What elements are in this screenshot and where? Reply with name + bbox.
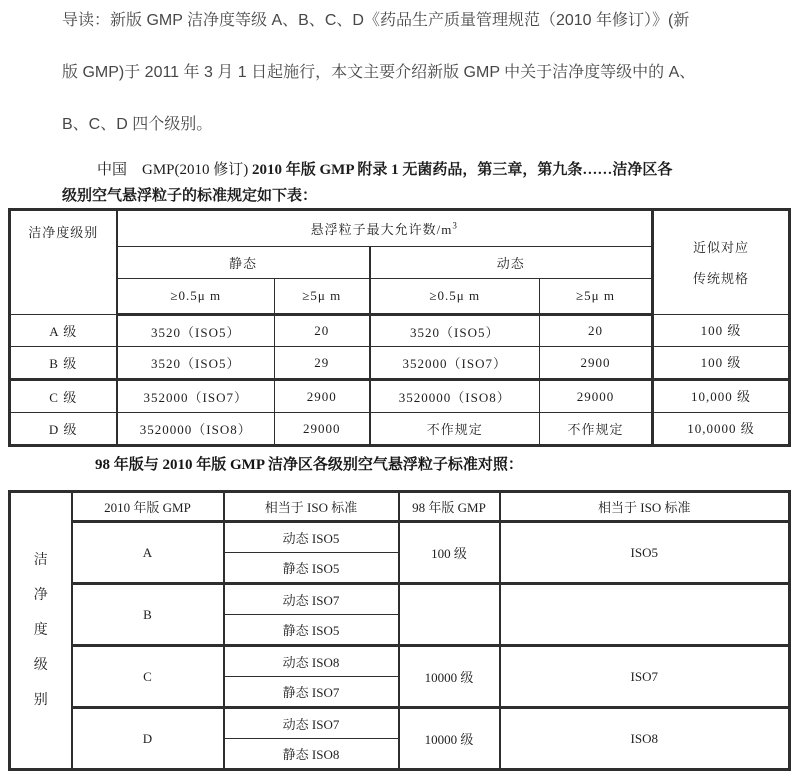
header-grade-col: 洁净度级别: [10, 210, 117, 315]
intro-paragraph: [62, 10, 695, 166]
header-iso-equiv-1: 相当于 ISO 标准: [224, 492, 399, 522]
table-cell: 29: [275, 347, 370, 380]
table-row-d: [10, 413, 790, 446]
header-2010-gmp: 2010 年版 GMP: [72, 492, 224, 522]
header-98-gmp: 98 年版 GMP: [399, 492, 500, 522]
header-static: 静态: [117, 247, 370, 279]
table-cell: 3520（ISO5）: [370, 315, 540, 347]
header-dynamic: 动态: [370, 247, 653, 279]
grade-label: D 级: [10, 413, 117, 446]
grade-label: A: [72, 522, 224, 584]
table-cell: 静态 ISO5: [224, 553, 399, 584]
gmp-comparison-table: [8, 490, 791, 771]
grade-label: C: [72, 646, 224, 708]
table-cell: [500, 584, 790, 646]
header-traditional-line1: 近似对应: [693, 239, 750, 255]
table-cell: 动态 ISO5: [224, 522, 399, 553]
table-cell: ISO8: [500, 708, 790, 770]
table-cell: 29000: [275, 413, 370, 446]
table-cell: 静态 ISO7: [224, 677, 399, 708]
header-particles: [117, 210, 653, 247]
table-row-b-dynamic: [10, 584, 790, 615]
table-row-a: [10, 315, 790, 347]
table-row-d-dynamic: [10, 708, 790, 739]
table-cell: 不作规定: [370, 413, 540, 446]
table-cell: 3520000（ISO8）: [370, 380, 540, 413]
header-traditional: [653, 210, 790, 315]
table-row-b: [10, 347, 790, 380]
table-cell: 10,0000 级: [653, 413, 790, 446]
table-cell: ISO5: [500, 522, 790, 584]
header-size-5-dynamic: ≥5μ m: [540, 279, 653, 315]
side-label-cell: [10, 492, 72, 770]
particle-standards-table: [8, 208, 791, 447]
grade-label: A 级: [10, 315, 117, 347]
citation-line-2: 级别空气悬浮粒子的标准规定如下表：: [62, 188, 318, 204]
grade-label: C 级: [10, 380, 117, 413]
citation-line-1: [62, 157, 672, 183]
intro-line: B、C、D 四个级别。: [62, 116, 213, 133]
table-cell: [399, 584, 500, 646]
citation-prefix: 中国 GMP(2010 修订): [97, 162, 253, 178]
table-cell: 动态 ISO7: [224, 708, 399, 739]
table-cell: ISO7: [500, 646, 790, 708]
grade-label: B: [72, 584, 224, 646]
table-cell: 352000（ISO7）: [370, 347, 540, 380]
table-cell: 2900: [540, 347, 653, 380]
intro-line: 导读：新版 GMP 洁净度等级 A、B、C、D《药品生产质量管理规范（2010 年修订）》(新: [62, 12, 690, 29]
table-cell: 10,000 级: [653, 380, 790, 413]
header-particles-sup: 3: [452, 220, 458, 231]
table-cell: 100 级: [399, 522, 500, 584]
table-cell: 3520000（ISO8）: [117, 413, 275, 446]
table-cell: 20: [275, 315, 370, 347]
intro-line: 版 GMP)于 2011 年 3 月 1 日起施行，本文主要介绍新版 GMP 中关于洁净度等级中的 A、: [62, 64, 696, 81]
header-size-05-dynamic: ≥0.5μ m: [370, 279, 540, 315]
header-iso-equiv-2: 相当于 ISO 标准: [500, 492, 790, 522]
header-traditional-line2: 传统规格: [693, 270, 750, 286]
table-cell: 不作规定: [540, 413, 653, 446]
grade-label: B 级: [10, 347, 117, 380]
header-particles-text: 悬浮粒子最大允许数/m: [310, 222, 453, 237]
table-cell: 动态 ISO7: [224, 584, 399, 615]
table-row-a-dynamic: [10, 522, 790, 553]
table-cell: 动态 ISO8: [224, 646, 399, 677]
comparison-heading: 98 年版与 2010 年版 GMP 洁净区各级别空气悬浮粒子标准对照：: [95, 457, 523, 473]
table-cell: 静态 ISO8: [224, 739, 399, 770]
table-cell: 100 级: [653, 347, 790, 380]
table-cell: 20: [540, 315, 653, 347]
table-cell: 静态 ISO5: [224, 615, 399, 646]
table-cell: 2900: [275, 380, 370, 413]
table-cell: 29000: [540, 380, 653, 413]
table-cell: 352000（ISO7）: [117, 380, 275, 413]
table-row-c: [10, 380, 790, 413]
table-cell: 10000 级: [399, 708, 500, 770]
grade-label: D: [72, 708, 224, 770]
citation-bold: 2010 年版 GMP 附录 1 无菌药品，第三章，第九条……洁净区各: [252, 162, 673, 178]
side-label-vertical-text: 洁净度级别: [33, 553, 48, 708]
table-cell: 3520（ISO5）: [117, 315, 275, 347]
gmp-citation-paragraph: [62, 157, 672, 209]
table-cell: 10000 级: [399, 646, 500, 708]
header-size-5-static: ≥5μ m: [275, 279, 370, 315]
table-cell: 100 级: [653, 315, 790, 347]
table-cell: 3520（ISO5）: [117, 347, 275, 380]
table-row-c-dynamic: [10, 646, 790, 677]
header-size-05-static: ≥0.5μ m: [117, 279, 275, 315]
